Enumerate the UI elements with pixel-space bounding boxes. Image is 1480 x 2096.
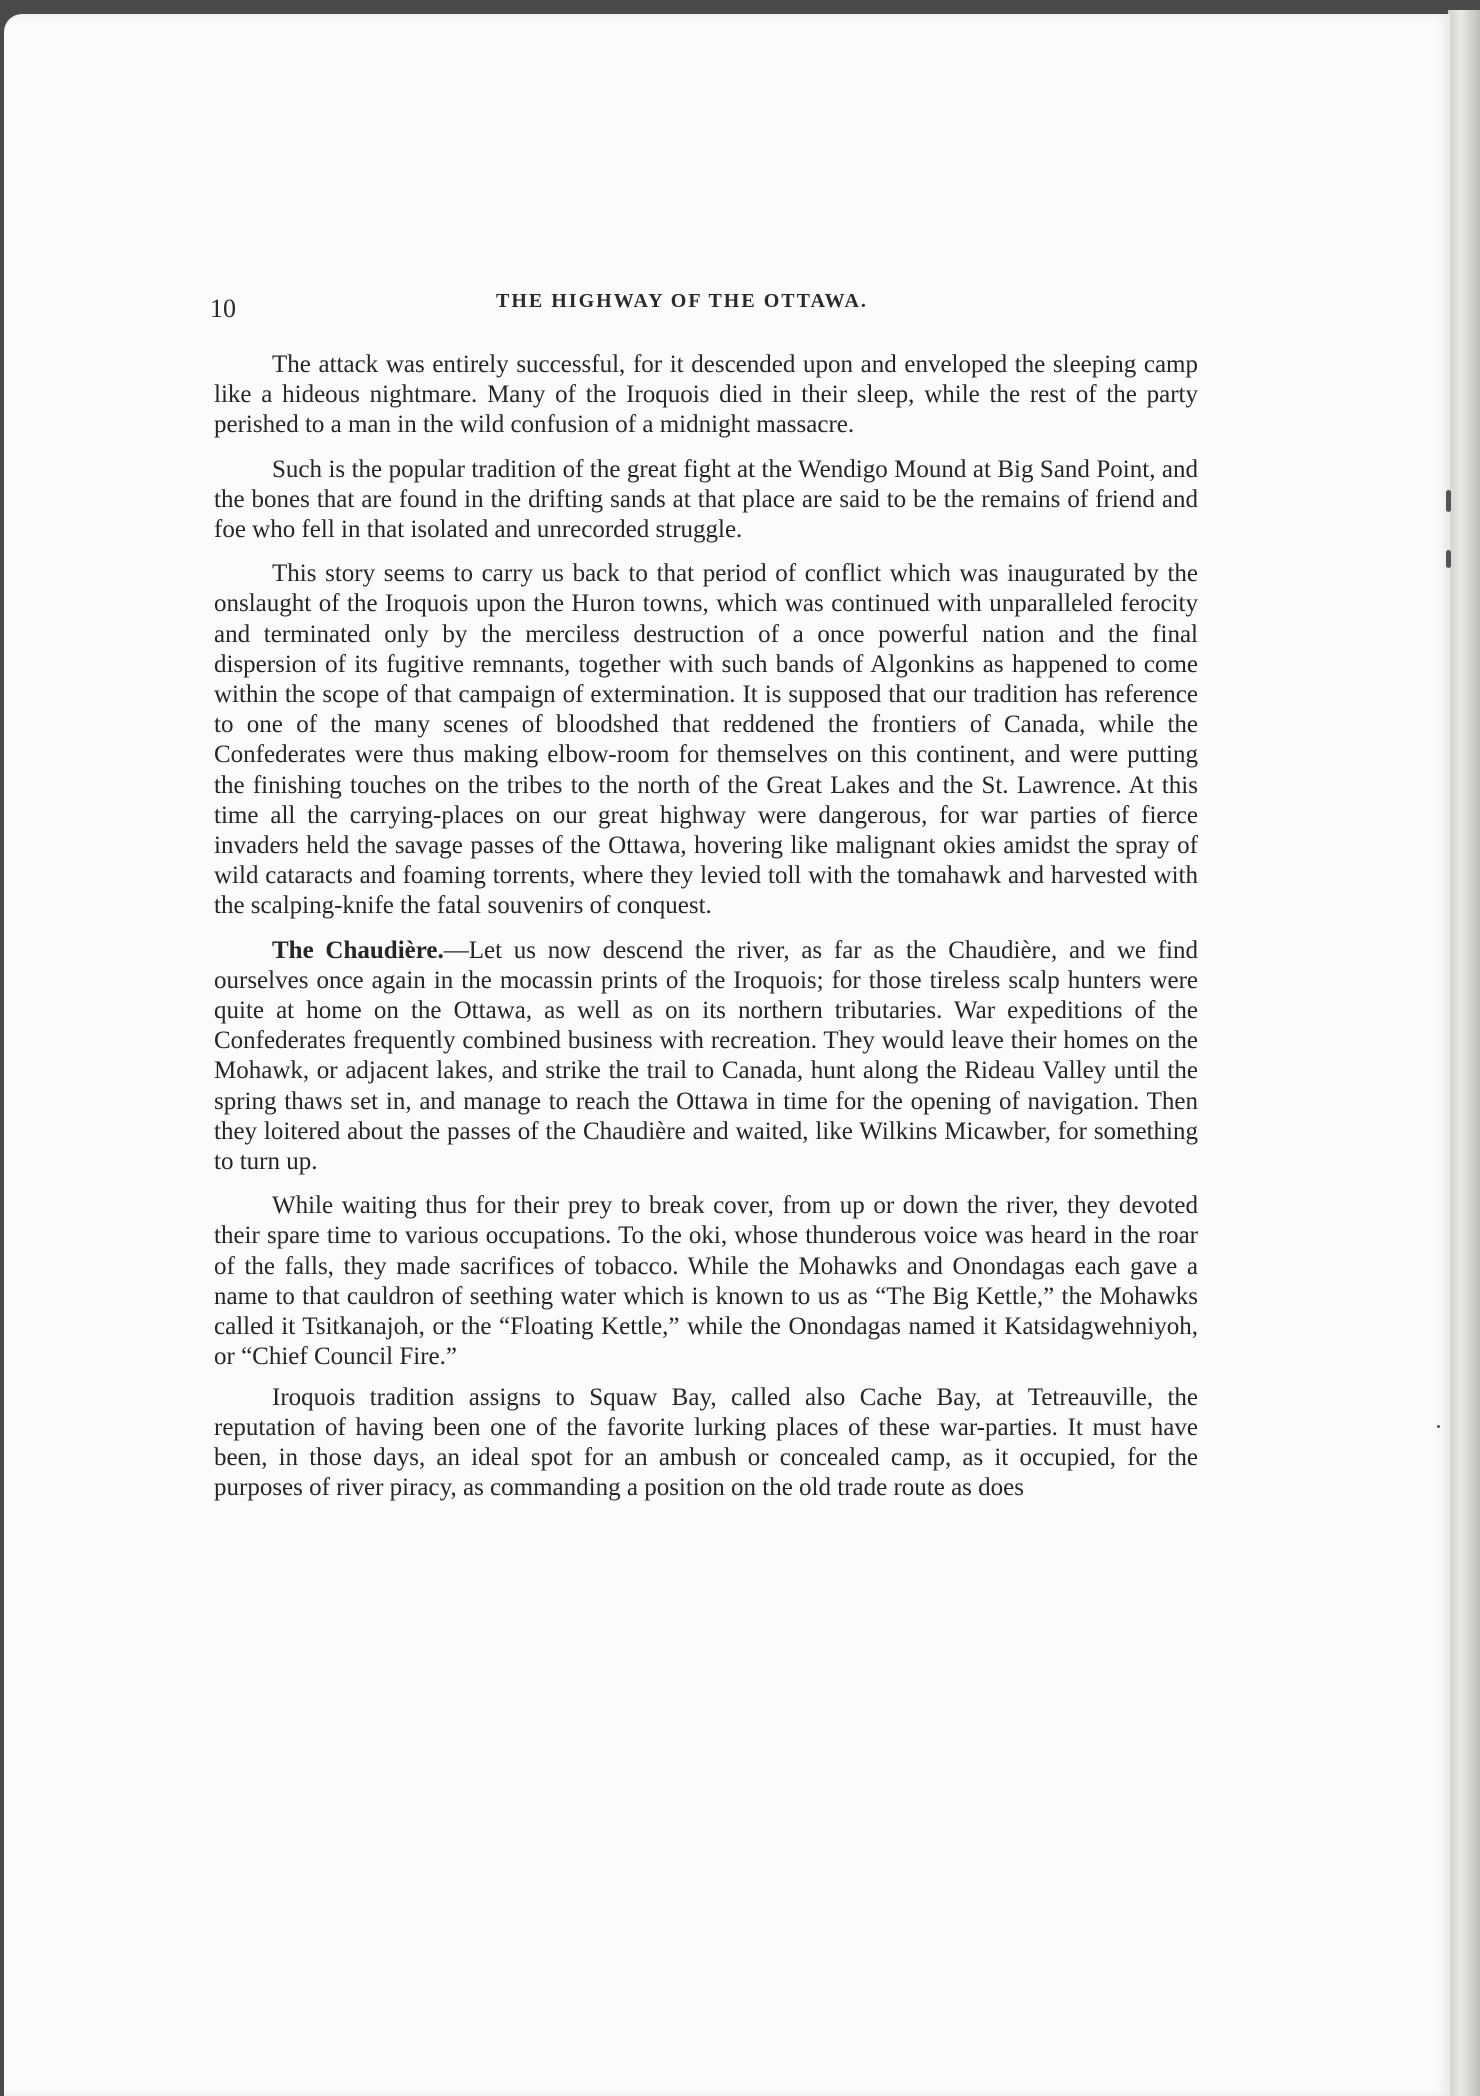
paragraph-text: While waiting thus for their prey to break cover, from up or down the river, they devoted their spare time to various occupations. To the oki, whose thunderous voice was heard in the roar of the falls, they made sacrifices of tobacco. While the Mohawks and Onondagas each gave a name to that cauldron of seething water which is known to us as “The Big Kettle,” the Mohawks called it Tsitkanajoh, or the “Floating Kettle,” while the Onondagas named it Katsidagwehniyoh, or “Chief Council Fire.” [214,1192,1198,1371]
paragraph [214,1383,1198,1504]
page-number: 10 [210,294,236,323]
margin-speck [1446,550,1451,568]
paragraph-text: Iroquois tradition assigns to Squaw Bay, called also Cache Bay, at Tetreauville, the reputation of having been one of the favorite lurking places of these war-parties. It must have been, in those days, an ideal spot for an ambush or concealed camp, as it occupied, for the purposes of river piracy, as commanding a position on the old trade route as does [214,1383,1198,1502]
paragraph-text: Such is the popular tradition of the great fight at the Wendigo Mound at Big Sand Point, and the bones that are found in the drifting sands at that place are said to be the remains of friend and foe who fell in that isolated and unrecorded struggle. [214,455,1198,544]
paragraph-text: —Let us now descend the river, as far as the Chaudière, and we find ourselves once again in the mocassin prints of the Iroquois; for those tireless scalp hunters were quite at home on the Ottawa, as well as on its northern tributaries. War expeditions of the Confederates frequently combined business with recreation. They would leave their homes on the Mohawk, or adjacent lakes, and strike the trail to Canada, hunt along the Rideau Valley until the spring thaws set in, and manage to reach the Ottawa in time for the opening of navigation. Then they loitered about the passes of the Chaudière and waited, like Wilkins Micawber, for something to turn up. [214,936,1198,1176]
running-header [210,290,1210,330]
section-run-in-heading: The Chaudière. [272,936,444,964]
paragraph-text: The attack was entirely successful, for it descended upon and enveloped the sleeping camp like a hideous nightmare. Many of the Iroquois died in their sleep, while the rest of the party perished to a man in the wild confusion of a midnight massacre. [214,351,1198,439]
paragraph-text: This story seems to carry us back to that period of conflict which was inaugurated by the onslaught of the Iroquois upon the Huron towns, which was continued with unparalleled ferocity and terminated only by the merciless destruction of a once powerful nation and the final dispersion of its fugitive remnants, together with such bands of Algonkins as happened to come within the scope of that campaign of extermination. It is supposed that our tradition has reference to one of the many scenes of bloodshed that reddened the frontiers of Canada, while the Confederates were thus making elbow-room for themselves on this continent, and were putting the finishing touches on the tribes to the north of the Great Lakes and the St. Lawrence. At this time all the carrying-places on our great highway were dangerous, for war parties of fierce invaders held the savage passes of the Ottawa, hovering like malignant okies amidst the spray of wild cataracts and foaming torrents, where they levied toll with the tomahawk and harvested with the scalping-knife the fatal souvenirs of conquest. [214,560,1198,920]
margin-speck [1437,1425,1440,1428]
paragraph [214,455,1198,546]
margin-speck [1446,490,1451,512]
body-text [214,350,1198,1517]
paragraph [214,559,1198,921]
page-edge [1448,10,1480,2096]
paragraph-chaudiere [214,936,1198,1178]
paragraph [214,1191,1198,1372]
running-title: THE HIGHWAY OF THE OTTAWA. [496,290,868,312]
paragraph [214,350,1198,441]
